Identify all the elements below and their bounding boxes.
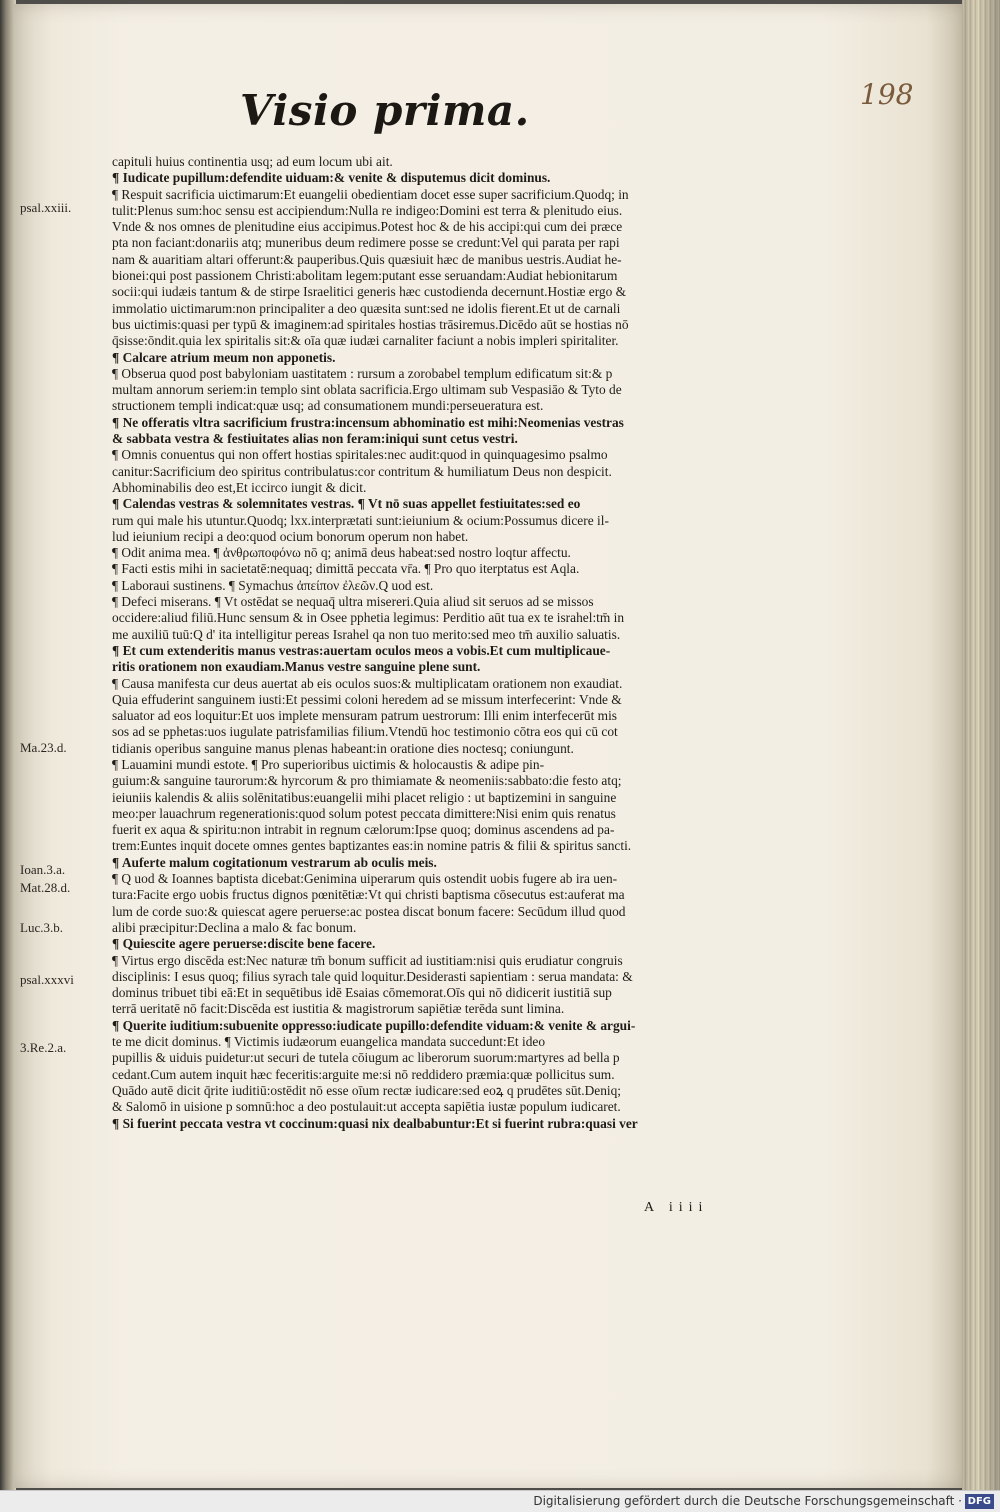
text-line: meo:per lauachrum regenerationis:quod solum potest peccata dimittere:Nisi enim quis renatus [112,805,616,821]
text-line: dominus tribuet tibi eā:Et in sequētibus idē Esaias cōmemorat.Oīs qui nō didicerit iustitiā sup [112,985,612,1001]
text-line: ¶ Odit anima mea. ¶ ἀνθρωποφόνω nō q; animā deus habeat:sed nostro loqtur affectu. [112,545,571,561]
margin-note: psal.xxiii. [20,200,72,215]
text-line: guium:& sanguine taurorum:& hyrcorum & pro thimiamate & neomeniis:sabbato:die festo atq; [112,773,622,789]
text-line: ¶ Virtus ergo discēda est:Nec naturæ tm̄ bonum sufficit ad iustitiam:nisi quis erudiatur congruis [112,952,623,968]
text-line: ¶ Omnis conuentus qui non offert hostias spiritales:nec audit:quod in quinquagesimo psalmo [112,447,608,463]
text-line: terrā ueritatē nō facit:Discēda est iustitia & magistrorum sapiētiæ terēda sunt limina. [112,1001,565,1017]
text-line: ¶ Defeci miserans. ¶ Vt ostēdat se nequaq̄ ultra misereri.Quia aliud sit seruos ad se missos [112,594,594,610]
text-line: & Salomō in uisione p somnū:hoc a deo postulauit:ut accepta sapiētia iustæ populum iudicaret. [112,1099,621,1115]
text-line: structionem templi indicat:quæ usq; ad consumationem mundi:perseueratura est. [112,398,544,414]
text-line: ieiuniis kalendis & aliis solēnitatibus:euangelii mihi placet religio : ut baptizemini in sanguine [112,789,617,805]
text-line: pupillis & uiduis puidetur:ut securi de tutela cōiugum ac liberorum suorum:martyres ad bella p [112,1050,620,1066]
margin-note: psal.xxxvi [20,972,74,987]
text-line: ¶ Laboraui sustinens. ¶ Symachus ἀπείπον ἐλεῶν.Q uod est. [112,577,434,593]
text-line: Abhominabilis deo est,Et iccirco iungit & dicit. [112,479,367,495]
text-line: te me dicit dominus. ¶ Victimis iudæorum euangelica mandata succedunt:Et ideo [112,1034,546,1050]
text-line: ¶ Querite iuditium:subuenite oppresso:iudicate pupillo:defendite viduam:& venite & argui- [112,1017,636,1033]
margin-note: Mat.28.d. [20,880,71,895]
footer-bar [0,1490,1000,1512]
text-line: tura:Facite ergo uobis fructus dignos pœnitētiæ:Vt qui christi baptisma cōsecutus est:auferat ma [112,887,625,903]
dfg-logo: DFG [965,1494,994,1509]
text-line: ritis orationem non exaudiam.Manus vestre sanguine plene sunt. [112,659,481,675]
text-line: ¶ Facti estis mihi in sacietatē:nequaq; dimittā peccata vr̄a. ¶ Pro quo iterptatus est Aqla. [112,561,580,577]
page-stack-edge [962,0,1000,1490]
text-line: ¶ Si fuerint peccata vestra vt coccinum:quasi nix dealbabuntur:Et si fuerint rubra:quasi ver [112,1115,638,1131]
text-line: tidianis operibus sanguine manus plenas habeant:in oratione dies noctesq; coniungunt. [112,740,574,756]
text-line: trem:Euntes inquit docete omnes gentes baptizantes eas:in nomine patris & filii & spiritus sancti. [112,838,632,854]
text-line: ¶ Et cum extenderitis manus vestras:auertam oculos meos a vobis.Et cum multiplicaue- [112,642,611,658]
text-line: lum de corde suo:& quiescat agere peruerse:ac postea discat bonum facere: Secūdum illud quod [112,903,626,919]
text-line: ¶ Calendas vestras & solemnitates vestras. ¶ Vt nō suas appellet festiuitates:sed eo [112,496,581,512]
text-line: capituli huius continentia usq; ad eum locum ubi ait. [112,154,393,169]
text-line: Quādo autē dicit q̄rite iuditiū:ostēdit nō esse oīum rectæ iudicare:sed eoꝝ q prudētes sūt.Deniq; [112,1082,622,1098]
margin-note: Ioan.3.a. [20,862,66,877]
text-line: Quia effuderint sanguinem iusti:Et pessimi coloni heredem ad se missum interfecerint: Vnde & [112,691,622,707]
text-line: ¶ Lauamini mundi estote. ¶ Pro superioribus uictimis & holocaustis & adipe pin- [112,756,545,772]
text-line: fuerit ex aqua & spiritu:non intrabit in regnum cælorum:Ipse quoq; dominus ascendens ad pa- [112,822,615,838]
margin-note: Ma.23.d. [20,740,67,755]
text-line: tulit:Plenus sum:hoc sensu est accipiendum:Nulla re indigeo:Domini est terra & plenitudo eius. [112,202,623,218]
text-line: pta non faciant:donariis atq; muneribus deum redimere posse se credunt:Vel qui parata per rapi [112,235,620,251]
text-line: occidere:aliud filiū.Hunc sensum & in Osee pphetia legimus: Perditio aūt tua ex te israhel:tm̄ in [112,610,625,626]
folio-number: 198 [860,78,914,111]
text-line: ¶ Quiescite agere peruerse:discite bene facere. [112,936,376,952]
text-line: Vnde & nos omnes de plenitudine eius accipimus.Potest hoc & de his accipi:qui cum dei præce [112,219,623,235]
text-line: cedant.Cum autem inquit hæc feceritis:arguite me:si nō reddidero præmia:quæ pollicitus sum. [112,1066,615,1082]
text-line: bus uictimis:quasi per typū & imaginem:ad spiritales hostias trāsiremus.Dicēdo aūt se hostias nō [112,316,629,332]
text-line: socii:qui iudæis tantum & de stirpe Israelitici generis hæc custodienda decernunt.Hostiæ ergo & [112,284,627,300]
text-line: & sabbata vestra & festiuitates alias non feram:iniqui sunt cetus vestri. [112,431,518,447]
text-line: nam & auaritiam altari offerunt:& pauperibus.Quis quæsiuit hæc de manibus uestris.Audiat he- [112,251,622,267]
margin-note: 3.Re.2.a. [20,1040,67,1055]
text-line: ¶ Auferte malum cogitationum vestrarum ab oculis meis. [112,854,437,870]
text-line: ¶ Obserua quod post babyloniam uastitatem : rursum a zorobabel templum edificatum sit:& p [112,365,613,381]
text-line: bionei:qui post passionem Christi:abolitam legem:putant esse seruandam:Audiat hebionitarum [112,268,618,284]
main-text [112,154,760,1132]
text-line: saluator ad eos loquitur:Et uos implete mensuram patrum uestrorum: Illi enim interfecerūt mis [112,708,617,724]
text-line: ¶ Q uod & Ioannes baptista dicebat:Genimina uiperarum quis ostendit uobis fugere ab ira uen- [112,871,618,887]
text-line: me auxiliū tuū:Q d' ita intelligitur pereas Israhel qa non tuo merito:sed meo tm̄ auxilio saluatis. [112,626,621,642]
text-line: disciplinis: I esus quoq; filius syrach tale quid loquitur.Desiderasti sapientiam : serua mandata: & [112,968,633,984]
signature-mark: A iiii [644,1200,709,1215]
text-line: q̄sisse:ōndit.quia lex spiritalis sit:& oīa quæ iudæi carnaliter faciunt a nobis impleri spiritaliter. [112,333,619,349]
text-line: ¶ Respuit sacrificia uictimarum:Et euangelii obedientiam docet esse super sacrificium.Quodq; in [112,186,629,202]
text-line: ¶ Causa manifesta cur deus auertat ab eis oculos suos:& multiplicatam orationem non exaudiat. [112,675,623,691]
text-line: immolatio uictimarum:non principaliter a deo quæsita sunt:sed ne idolis fierent.Et ut de carnali [112,300,621,316]
text-line: ¶ Iudicate pupillum:defendite uiduam:& venite & disputemus dicit dominus. [112,170,551,186]
book-page [14,4,964,1488]
text-line: multam annorum seriem:in templo sint oblata sacrificia.Ergo ultimam sub Vespasiāo & Tyto de [112,382,622,398]
text-line: ¶ Ne offeratis vltra sacrificium frustra:incensum abhominatio est mihi:Neomenias vestras [112,414,624,430]
text-line: lud ieiunium recipi a deo:quod ocium bonorum operum non habet. [112,528,469,544]
text-line: alibi præcipitur:Declina a malo & fac bonum. [112,919,357,935]
margin-note: Luc.3.b. [20,920,63,935]
text-line: rum qui male his utuntur.Quodq; lxx.interprætati sunt:ieiunium & ocium:Possumus dicere il- [112,512,609,528]
footer-credit: Digitalisierung gefördert durch die Deutsche Forschungsgemeinschaft · [533,1494,962,1508]
text-line: sos ad se pphetas:uos iugulate patrisfamilias filium.Vtendū hoc testimonio cōtra eos qui cū cot [112,724,618,740]
page-heading: Visio prima. [240,86,530,135]
text-line: ¶ Calcare atrium meum non apponetis. [112,349,336,365]
text-line: canitur:Sacrificium deo spiritus contribulatus:cor contritum & humiliatum Deus non despicit. [112,463,612,479]
